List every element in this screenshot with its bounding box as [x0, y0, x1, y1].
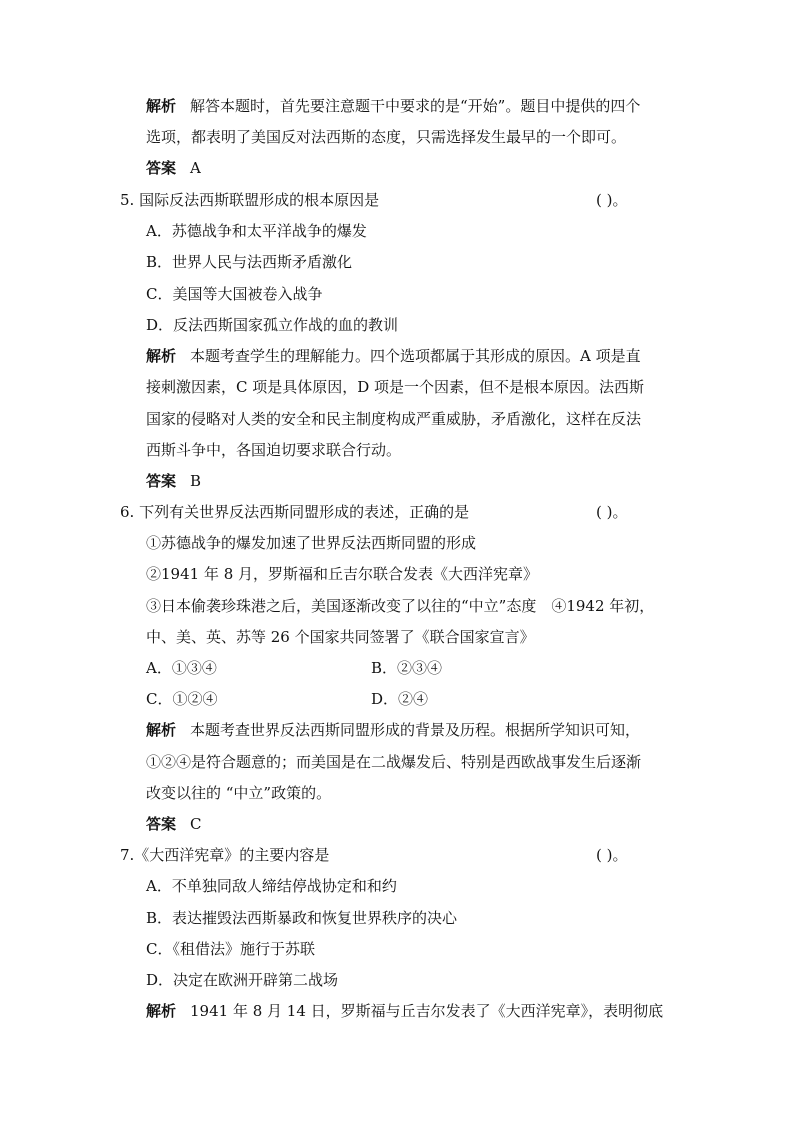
q4-analysis-line-2: 选项，都表明了美国反对法西斯的态度，只需选择发生最早的一个即可。	[146, 128, 627, 146]
q7-analysis-line-1: 解析 1941 年 8 月 14 日，罗斯福与丘吉尔发表了《大西洋宪章》，表明彻底	[146, 1002, 664, 1020]
q7-option-a: A．不单独同敌人缔结停战协定和和约	[146, 877, 397, 895]
analysis-label: 解析	[146, 347, 177, 365]
answer-value: B	[190, 472, 202, 490]
q4-answer	[146, 158, 201, 178]
q6-option-b: B．②③④	[371, 659, 443, 677]
q6-item-2: ②1941 年 8 月，罗斯福和丘吉尔联合发表《大西洋宪章》	[146, 565, 539, 583]
q5-option-a: A．苏德战争和太平洋战争的爆发	[146, 222, 367, 240]
q6-answer	[146, 814, 202, 834]
q5-analysis-line-2: 接刺激因素，C 项是具体原因，D 项是一个因素，但不是根本原因。法西斯	[146, 378, 645, 396]
q6-item-4: 中、美、英、苏等 26 个国家共同签署了《联合国家宣言》	[146, 628, 535, 646]
q6-option-a: A．①③④	[146, 659, 217, 677]
q5-analysis-line-1: 解析 本题考查学生的理解能力。四个选项都属于其形成的原因。A 项是直	[146, 347, 641, 365]
answer-label: 答案	[146, 815, 177, 833]
answer-value: A	[190, 159, 201, 177]
q5-option-c: C．美国等大国被卷入战争	[146, 285, 323, 303]
answer-blank: ( )。	[596, 191, 628, 209]
q6-analysis-line-3: 改变以往的 “中立”政策的。	[146, 784, 332, 802]
q7-option-b: B．表达摧毁法西斯暴政和恢复世界秩序的决心	[146, 909, 458, 927]
q6-option-c: C．①②④	[146, 690, 218, 708]
q5-option-b: B．世界人民与法西斯矛盾激化	[146, 253, 353, 271]
q5-analysis-line-4: 西斯斗争中，各国迫切要求联合行动。	[146, 441, 402, 459]
q4-analysis-line-1: 解析 解答本题时，首先要注意题干中要求的是“开始”。题目中提供的四个	[146, 97, 641, 115]
q6-option-d: D．②④	[371, 690, 429, 708]
answer-label: 答案	[146, 472, 177, 490]
q6-item-3: ③日本偷袭珍珠港之后，美国逐渐改变了以往的“中立”态度 ④1942 年初，	[146, 597, 655, 615]
answer-value: C	[190, 815, 202, 833]
q5-option-d: D．反法西斯国家孤立作战的血的教训	[146, 316, 399, 334]
q6-analysis-line-2: ①②④是符合题意的；而美国是在二战爆发后、特别是西欧战事发生后逐渐	[146, 753, 642, 771]
analysis-label: 解析	[146, 721, 177, 739]
analysis-label: 解析	[146, 1002, 177, 1020]
analysis-label: 解析	[146, 97, 177, 115]
q7-option-c: C．《租借法》施行于苏联	[146, 940, 315, 958]
answer-blank: ( )。	[596, 503, 628, 521]
answer-label: 答案	[146, 159, 177, 177]
q6-analysis-line-1: 解析 本题考查世界反法西斯同盟形成的背景及历程。根据所学知识可知，	[146, 721, 641, 739]
q7-stem: 7.《大西洋宪章》的主要内容是 ( )。	[120, 846, 628, 864]
q7-option-d: D．决定在欧洲开辟第二战场	[146, 971, 339, 989]
q5-answer	[146, 471, 201, 491]
answer-blank: ( )。	[596, 846, 628, 864]
q5-stem: 5. 国际反法西斯联盟形成的根本原因是 ( )。	[120, 191, 628, 209]
q5-analysis-line-3: 国家的侵略对人类的安全和民主制度构成严重威胁，矛盾激化，这样在反法	[146, 410, 642, 428]
q6-item-1: ①苏德战争的爆发加速了世界反法西斯同盟的形成	[146, 534, 477, 552]
q6-stem: 6. 下列有关世界反法西斯同盟形成的表述，正确的是 ( )。	[120, 503, 628, 521]
